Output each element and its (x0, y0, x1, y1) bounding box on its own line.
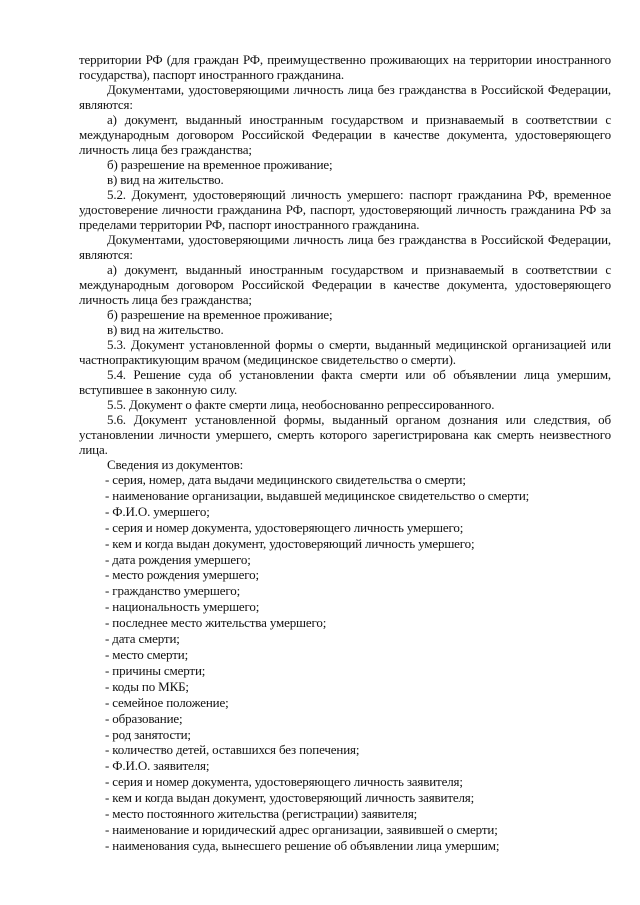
document-page (79, 52, 611, 854)
list-item: - серия и номер документа, удостоверяющего личность умершего; (105, 520, 611, 536)
list-item: - место постоянного жительства (регистрации) заявителя; (105, 806, 611, 822)
list-item: - серия и номер документа, удостоверяющего личность заявителя; (105, 774, 611, 790)
list-item: - количество детей, оставшихся без попечения; (105, 742, 611, 758)
document-info-list (79, 472, 611, 854)
list-item: - род занятости; (105, 727, 611, 743)
list-item: - гражданство умершего; (105, 583, 611, 599)
paragraph-item-b-1: б) разрешение на временное проживание; (107, 157, 333, 172)
list-item: - семейное положение; (105, 695, 611, 711)
paragraph-5-5: 5.5. Документ о факте смерти лица, необоснованно репрессированного. (107, 397, 495, 412)
paragraph-continuation: территории РФ (для граждан РФ, преимущественно проживающих на территории иностранного государства), паспорт иностранного гражданина. (79, 52, 611, 82)
paragraph-stateless-intro-2: Документами, удостоверяющими личность лица без гражданства в Российской Федерации, являются: (79, 232, 611, 262)
paragraph-item-a-2: а) документ, выданный иностранным государством и признаваемый в соответствии с международным договором Российской Федерации в качестве документа, удостоверяющего личность лица без гражданства; (79, 262, 611, 307)
paragraph-5-6: 5.6. Документ установленной формы, выданный органом дознания или следствия, об установлении личности умершего, смерть которого зарегистрирована как смерть неизвестного лица. (79, 412, 611, 457)
paragraph-stateless-intro-1: Документами, удостоверяющими личность лица без гражданства в Российской Федерации, являются: (79, 82, 611, 112)
list-item: - последнее место жительства умершего; (105, 615, 611, 631)
paragraph-item-a-1: а) документ, выданный иностранным государством и признаваемый в соответствии с международным договором Российской Федерации в качестве документа, удостоверяющего личность лица без гражданства; (79, 112, 611, 157)
list-item: - национальность умершего; (105, 599, 611, 615)
list-item: - наименование и юридический адрес организации, заявившей о смерти; (105, 822, 611, 838)
list-item: - причины смерти; (105, 663, 611, 679)
list-item: - наименования суда, вынесшего решение об объявлении лица умершим; (105, 838, 611, 854)
list-item: - Ф.И.О. заявителя; (105, 758, 611, 774)
paragraph-item-v-1: в) вид на жительство. (107, 172, 224, 187)
list-item: - кем и когда выдан документ, удостоверяющий личность заявителя; (105, 790, 611, 806)
paragraph-5-2: 5.2. Документ, удостоверяющий личность умершего: паспорт гражданина РФ, временное удостоверение личности гражданина РФ, паспорт, удостоверяющий личность гражданина РФ за пределами территории РФ, паспорт иностранного гражданина. (79, 187, 611, 232)
list-item: - Ф.И.О. умершего; (105, 504, 611, 520)
paragraph-5-3: 5.3. Документ установленной формы о смерти, выданный медицинской организацией или частнопрактикующим врачом (медицинское свидетельство о смерти). (79, 337, 611, 367)
list-item: - место смерти; (105, 647, 611, 663)
paragraph-item-b-2: б) разрешение на временное проживание; (107, 307, 333, 322)
list-item: - серия, номер, дата выдачи медицинского свидетельства о смерти; (105, 472, 611, 488)
list-item: - дата рождения умершего; (105, 552, 611, 568)
list-item: - дата смерти; (105, 631, 611, 647)
list-item: - коды по МКБ; (105, 679, 611, 695)
paragraph-5-4: 5.4. Решение суда об установлении факта смерти или об объявлении лица умершим, вступившее в законную силу. (79, 367, 611, 397)
list-item: - место рождения умершего; (105, 567, 611, 583)
list-intro: Сведения из документов: (107, 457, 244, 472)
list-item: - кем и когда выдан документ, удостоверяющий личность умершего; (105, 536, 611, 552)
list-item: - наименование организации, выдавшей медицинское свидетельство о смерти; (105, 488, 611, 504)
paragraph-item-v-2: в) вид на жительство. (107, 322, 224, 337)
list-item: - образование; (105, 711, 611, 727)
